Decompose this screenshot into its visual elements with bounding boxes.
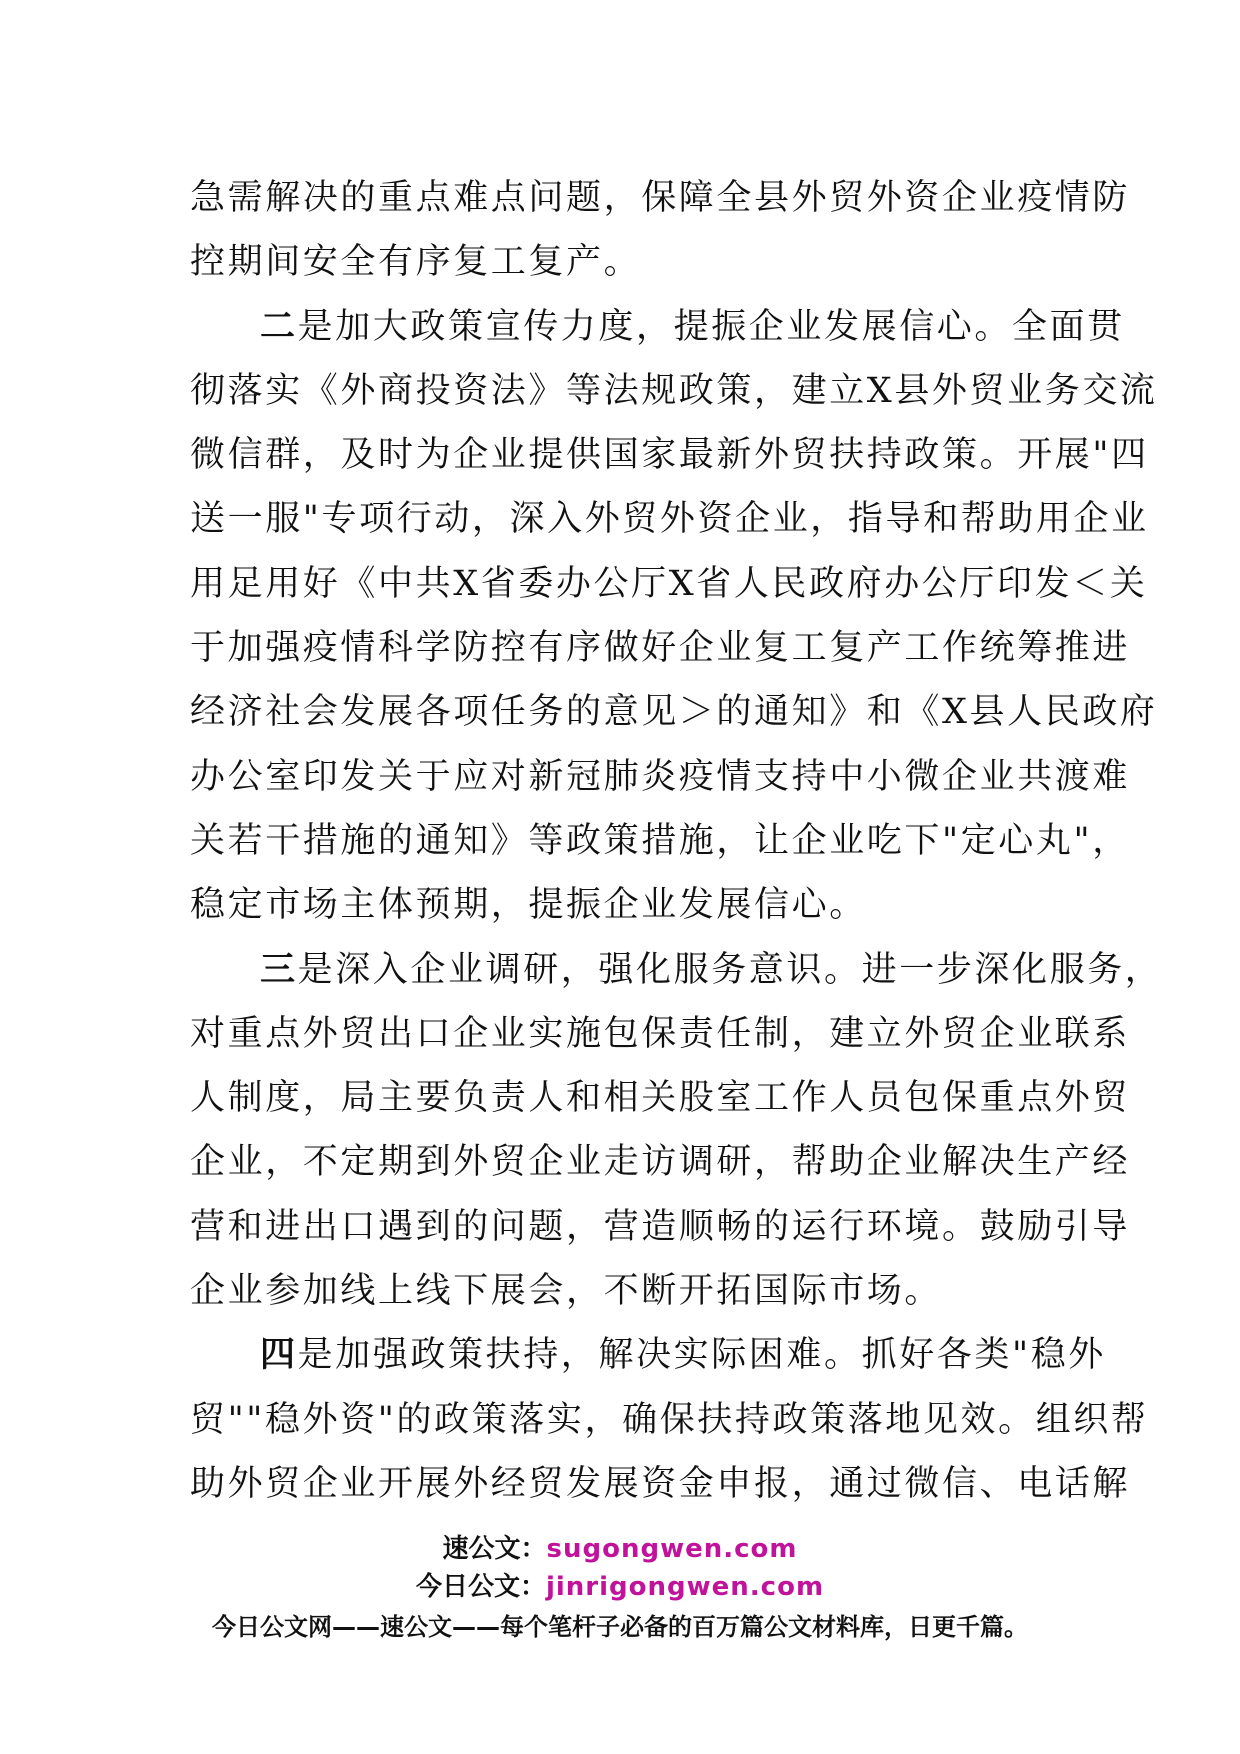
- text-line: 用足用好《中共X省委办公厅X省人民政府办公厅印发＜关: [190, 563, 1148, 604]
- footer-label: 速公文：: [442, 1534, 547, 1564]
- text-line: 关若干措施的通知》等政策措施，让企业吃下"定心丸"，: [190, 820, 1130, 861]
- text-line: 控期间安全有序复工复产。: [190, 242, 642, 283]
- paragraph-number: 四: [260, 1334, 298, 1376]
- text-line: 稳定市场主体预期，提振企业发展信心。: [190, 885, 867, 926]
- text-line: 企业，不定期到外贸企业走访调研，帮助企业解决生产经: [190, 1142, 1131, 1183]
- text-line: 是加强政策扶持，解决实际困难。抓好各类"稳外: [297, 1335, 1106, 1376]
- text-line: 经济社会发展各项任务的意见＞的通知》和《X县人民政府: [190, 692, 1158, 733]
- footer-label: 今日公文：: [415, 1572, 546, 1602]
- text-line: 贸""稳外资"的政策落实，确保扶持政策落地见效。组织帮: [190, 1399, 1149, 1440]
- paragraph-start: [190, 295, 1125, 359]
- footer-tagline: 今日公文网——速公文——每个笔杆子必备的百万篇公文材料库，日更千篇。: [212, 1613, 1028, 1641]
- footer-link-jinrigongwen[interactable]: jinrigongwen.com: [545, 1572, 825, 1602]
- footer-jinrigongwen: [0, 1570, 1240, 1604]
- text-line: 送一服"专项行动，深入外贸外资企业，指导和帮助用企业: [190, 499, 1149, 540]
- paragraph-start: [190, 938, 1163, 1002]
- text-line: 对重点外贸出口企业实施包保责任制，建立外贸企业联系: [190, 1013, 1131, 1054]
- text-line: 彻落实《外商投资法》等法规政策，建立X县外贸业务交流: [190, 370, 1158, 411]
- footer-sugongwen: [0, 1532, 1240, 1566]
- document-body: [190, 166, 1163, 1516]
- text-line: 营和进出口遇到的问题，营造顺畅的运行环境。鼓励引导: [190, 1206, 1131, 1247]
- text-line: 助外贸企业开展外经贸发展资金申报，通过微信、电话解: [190, 1463, 1131, 1504]
- paragraph-start: [190, 1323, 1106, 1387]
- text-line: 于加强疫情科学防控有序做好企业复工复产工作统筹推进: [190, 628, 1131, 669]
- text-line: 微信群，及时为企业提供国家最新外贸扶持政策。开展"四: [190, 435, 1149, 476]
- paragraph-number: 二: [260, 305, 298, 347]
- text-line: 是深入企业调研，强化服务意识。进一步深化服务，: [297, 949, 1163, 990]
- text-line: 急需解决的重点难点问题，保障全县外贸外资企业疫情防: [190, 178, 1131, 218]
- footer-link-sugongwen[interactable]: sugongwen.com: [546, 1534, 798, 1564]
- paragraph-number: 三: [260, 948, 298, 990]
- text-line: 办公室印发关于应对新冠肺炎疫情支持中小微企业共渡难: [190, 756, 1131, 797]
- text-line: 是加大政策宣传力度，提振企业发展信心。全面贯: [297, 306, 1125, 347]
- text-line: 企业参加线上线下展会，不断开拓国际市场。: [190, 1271, 943, 1312]
- text-line: 人制度，局主要负责人和相关股室工作人员包保重点外贸: [190, 1078, 1131, 1119]
